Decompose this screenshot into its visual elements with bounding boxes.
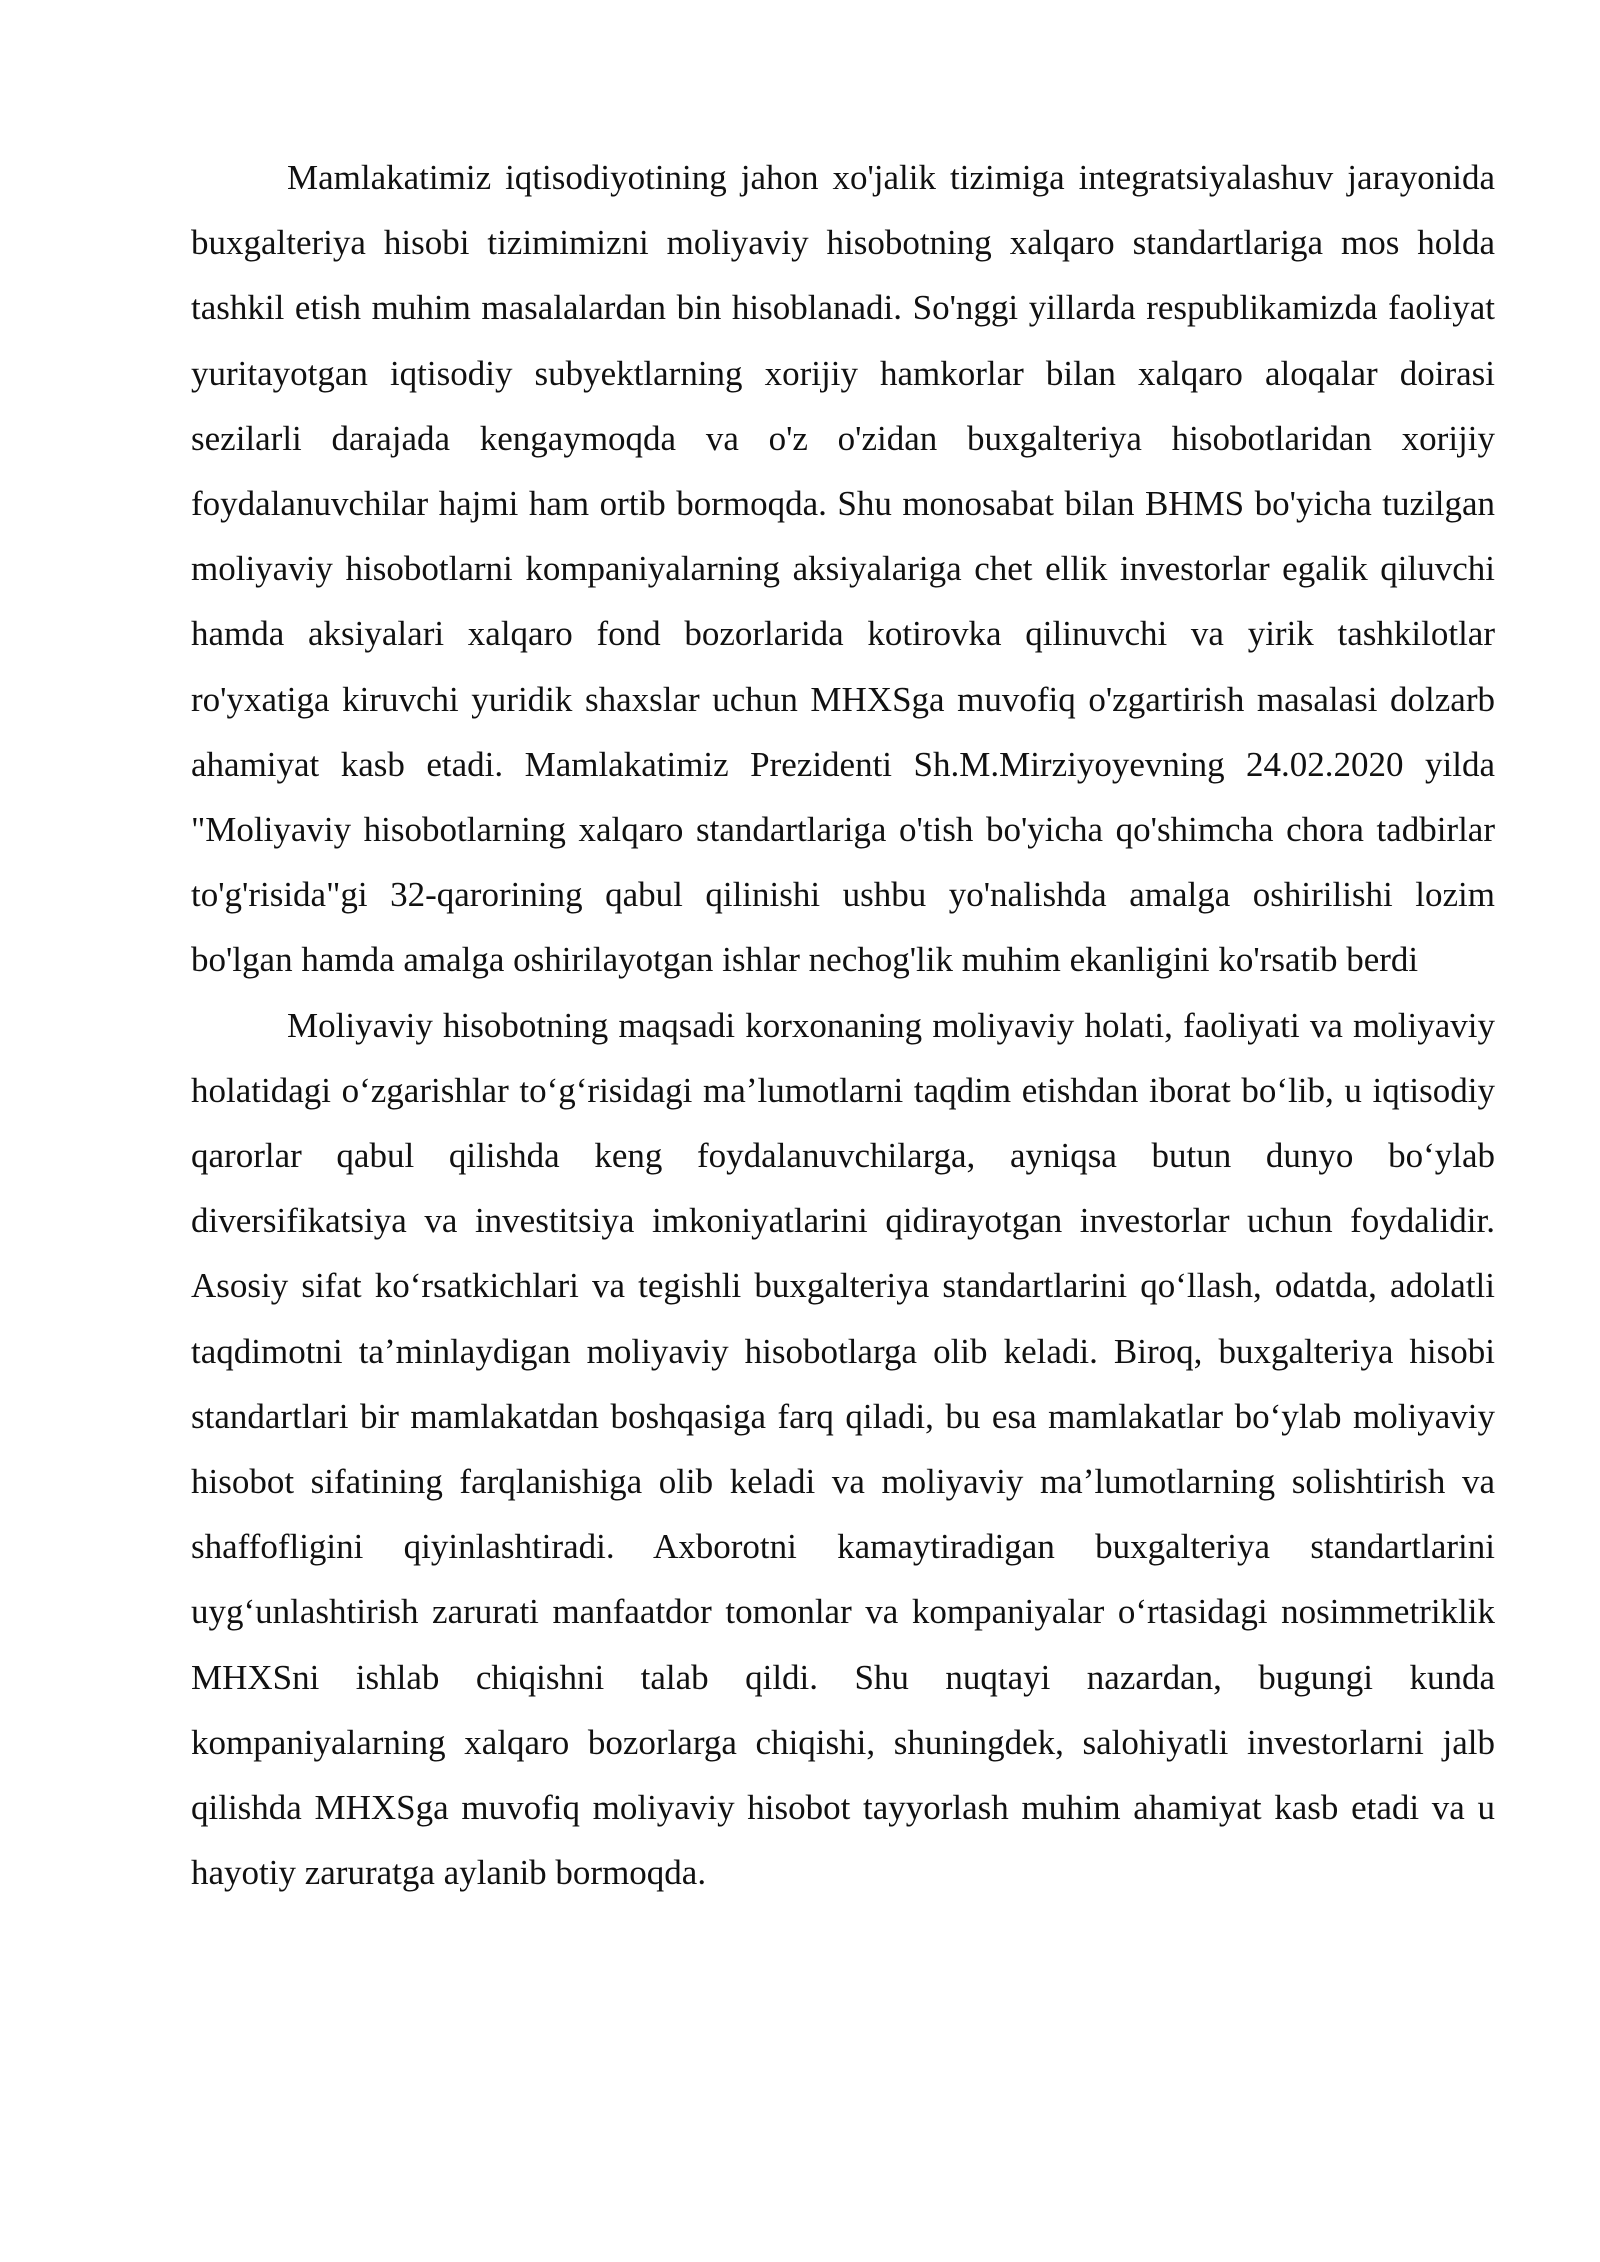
document-body [191,145,1495,1905]
paragraph-2: Moliyaviy hisobotning maqsadi korxonaning moliyaviy holati, faoliyati va moliyaviy holatidagi oʻzgarishlar toʻgʻrisidagi maʼlumotlarni taqdim etishdan iborat boʻlib, u iqtisodiy qarorlar qabul qilishda keng foydalanuvchilarga, ayniqsa butun dunyo boʻylab diversifikatsiya va investitsiya imkoniyatlarini qidirayotgan investorlar uchun foydalidir. Asosiy sifat koʻrsatkichlari va tegishli buxgalteriya standartlarini qoʻllash, odatda, adolatli taqdimotni taʼminlaydigan moliyaviy hisobotlarga olib keladi. Biroq, buxgalteriya hisobi standartlari bir mamlakatdan boshqasiga farq qiladi, bu esa mamlakatlar boʻylab moliyaviy hisobot sifatining farqlanishiga olib keladi va moliyaviy maʼlumotlarning solishtirish va shaffofligini qiyinlashtiradi. Axborotni kamaytiradigan buxgalteriya standartlarini uygʻunlashtirish zarurati manfaatdor tomonlar va kompaniyalar oʻrtasidagi nosimmetriklik MHXSni ishlab chiqishni talab qildi. Shu nuqtayi nazardan, bugungi kunda kompaniyalarning xalqaro bozorlarga chiqishi, shuningdek, salohiyatli investorlarni jalb qilishda MHXSga muvofiq moliyaviy hisobot tayyorlash muhim ahamiyat kasb etadi va u hayotiy zaruratga aylanib bormoqda. [191,1005,1495,1893]
paragraph-1: Mamlakatimiz iqtisodiyotining jahon xo'jalik tizimiga integratsiyalashuv jarayonida buxgalteriya hisobi tizimimizni moliyaviy hisobotning xalqaro standartlariga mos holda tashkil etish muhim masalalardan bin hisoblanadi. So'nggi yillarda respublikamizda faoliyat yuritayotgan iqtisodiy subyektlarning xorijiy hamkorlar bilan xalqaro aloqalar doirasi sezilarli darajada kengaymoqda va o'z o'zidan buxgalteriya hisobotlaridan xorijiy foydalanuvchilar hajmi ham ortib bormoqda. Shu monosabat bilan BHMS bo'yicha tuzilgan moliyaviy hisobotlarni kompaniyalarning aksiyalariga chet ellik investorlar egalik qiluvchi hamda aksiyalari xalqaro fond bozorlarida kotirovka qilinuvchi va yirik tashkilotlar ro'yxatiga kiruvchi yuridik shaxslar uchun MHXSga muvofiq o'zgartirish masalasi dolzarb ahamiyat kasb etadi. Mamlakatimiz Prezidenti Sh.M.Mirziyoyevning 24.02.2020 yilda "Moliyaviy hisobotlarning xalqaro standartlariga o'tish bo'yicha qo'shimcha chora tadbirlar to'g'risida"gi 32-qarorining qabul qilinishi ushbu yo'nalishda amalga oshirilishi lozim bo'lgan hamda amalga oshirilayotgan ishlar nechog'lik muhim ekanligini ko'rsatib berdi [191,158,1495,980]
